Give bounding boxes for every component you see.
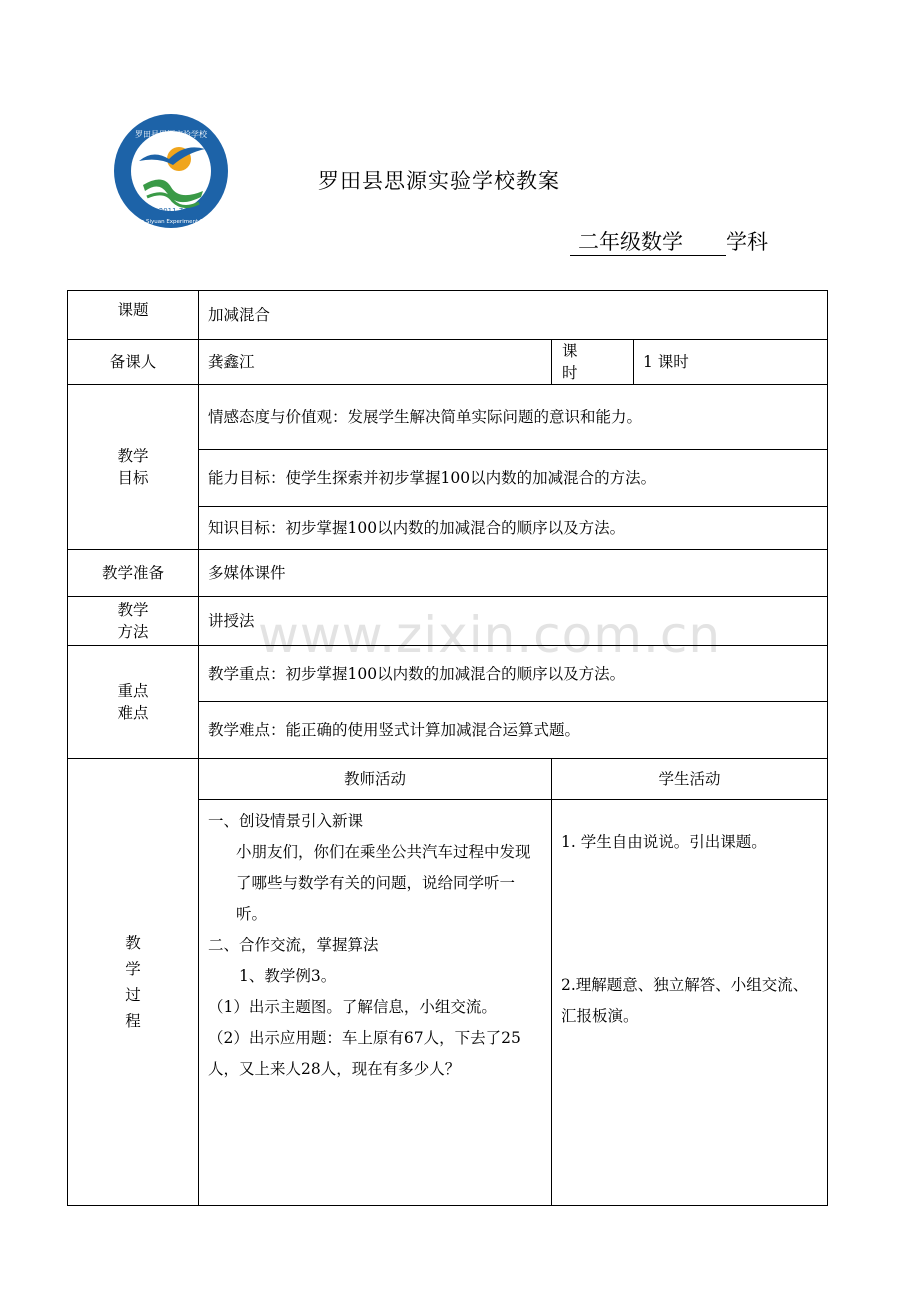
row-prep — [68, 550, 828, 597]
hours-value: 1 课时 — [634, 340, 828, 385]
student-activity-header: 学生活动 — [552, 759, 828, 800]
section-heading-1: 一、创设情景引入新课 — [208, 812, 364, 830]
teacher-activity-header: 教师活动 — [199, 759, 552, 800]
hours-label: 课时 — [552, 340, 634, 385]
row-key-point — [68, 646, 828, 702]
emblem-year: 2011.7 — [158, 207, 184, 215]
subject-suffix: 学科 — [726, 230, 768, 254]
student-activity-1: 1. 学生自由说说。引出课题。 — [561, 833, 767, 851]
teacher-paragraph: 小朋友们，你们在乘坐公共汽车过程中发现了哪些与数学有关的问题，说给同学听一听。 — [236, 843, 531, 923]
row-process-header — [68, 759, 828, 800]
subject-line — [570, 226, 768, 256]
section-heading-2: 二、合作交流，掌握算法 — [208, 936, 379, 954]
document-title: 罗田县思源实验学校教案 — [318, 169, 560, 193]
method-label: 教学 方法 — [68, 597, 199, 646]
row-topic — [68, 291, 828, 340]
school-emblem-logo — [113, 113, 229, 229]
topic-value: 加减混合 — [199, 291, 828, 340]
goal-knowledge: 知识目标：初步掌握100以内数的加减混合的顺序以及方法。 — [199, 507, 828, 550]
prep-label: 教学准备 — [68, 550, 199, 597]
grade-field: 二年级数学 — [570, 229, 726, 256]
row-preparer — [68, 340, 828, 385]
key-difficult-label: 重点 难点 — [68, 646, 199, 759]
goal-emotion: 情感态度与价值观：发展学生解决简单实际问题的意识和能力。 — [199, 385, 828, 450]
row-method — [68, 597, 828, 646]
teacher-activity-cell — [199, 800, 552, 1206]
student-activity-cell — [552, 800, 828, 1206]
preparer-value: 龚鑫江 — [199, 340, 552, 385]
row-goal-1 — [68, 385, 828, 450]
student-activity-2: 2.理解题意、独立解答、小组交流、汇报板演。 — [561, 976, 809, 1025]
difficult-point: 教学难点：能正确的使用竖式计算加减混合运算式题。 — [199, 702, 828, 759]
example-title: 1、教学例3。 — [239, 967, 337, 985]
emblem-arc-text: 罗田县思源实验学校 — [135, 130, 207, 139]
topic-label: 课题 — [68, 291, 199, 340]
step-2: （2）出示应用题：车上原有67人，下去了25人，又上来人28人，现在有多少人？ — [208, 1029, 521, 1078]
watermark: www.zixin.com.cn — [258, 606, 722, 664]
goal-ability: 能力目标：使学生探索并初步掌握100以内数的加减混合的方法。 — [199, 450, 828, 507]
step-1: （1）出示主题图。了解信息，小组交流。 — [208, 998, 497, 1016]
prep-value: 多媒体课件 — [199, 550, 828, 597]
process-label: 教 学 过 程 — [68, 759, 199, 1206]
emblem-english-text: Luotian Siyuan Experiment School — [123, 219, 219, 225]
goals-label: 教学 目标 — [68, 385, 199, 550]
preparer-label: 备课人 — [68, 340, 199, 385]
lesson-plan-table — [67, 290, 828, 1206]
method-value: 讲授法 — [199, 597, 828, 646]
key-point: 教学重点：初步掌握100以内数的加减混合的顺序以及方法。 — [199, 646, 828, 702]
